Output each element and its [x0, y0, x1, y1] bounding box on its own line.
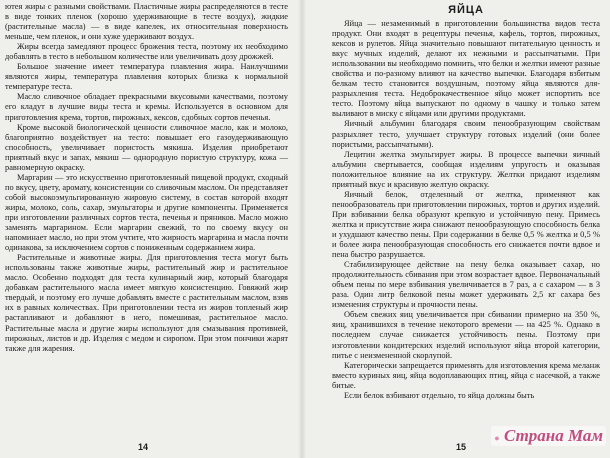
paragraph: Яичный альбумин благодаря своим пенообразующим свойствам разрыхляет тесто, улучшает структуру готовых изделий (они более пористыми, рассыпчатыми).	[332, 119, 600, 149]
paragraph: ютея жиры с разными свойствами. Пластичные жиры распределяются в тесте в виде тонких пленок (хорошо удерживающие в тесте воздух), жидкие (растительные масла) — в виде капелек, их относительная поверхность меньше, чем пленок, и они хуже удерживают воздух.	[5, 2, 288, 42]
paragraph: Категорически запрещается применять для изготовления крема меланж вместо куриных яиц, яйца водоплавающих птиц, яйца с насечкой, а также битые.	[332, 360, 600, 390]
paragraph: Кроме высокой биологической ценности сливочное масло, как и молоко, благоприятно воздействует на тесто: повышает его газоудерживающую способность, увеличивает пористость мякиша. Изделия приобретают приятный вкус и запах, мякиш — однородную пористую структуру, кожа — равномерную окраску.	[5, 122, 288, 172]
dot-icon: ●	[494, 433, 500, 443]
paragraph: Лецитин желтка эмульгирует жиры. В процессе выпечки яичный альбумин свертывается, сообщая изделиям упругость и оказывая положительное влияние на их структуру. Желтки придают изделиям приятный вкус и красивую желтую окраску.	[332, 149, 600, 189]
page-number: 15	[456, 442, 467, 452]
paragraph: Большое значение имеет температура плавления жира. Наилучшими являются жиры, температура плавления которых близка к нормальной температуре теста.	[5, 62, 288, 92]
site-watermark	[491, 426, 606, 446]
right-page	[304, 0, 610, 458]
paragraph: Масло сливочное обладает прекрасными вкусовыми качествами, поэтому его кладут в лучшие виды теста и кремы. Используется в основном для приготовления крема, тортов, пирожных, кексов, сдобных сортов печенья.	[5, 92, 288, 122]
paragraph: Жиры всегда замедляют процесс брожения теста, поэтому их необходимо добавлять в тесто в небольшом количестве или увеличивать дозу дрожжей.	[5, 42, 288, 62]
paragraph: Яичный белок, отделенный от желтка, применяют как пенообразователь при приготовлении пирожных, тортов и других изделий. При взбивании белка образуют крепкую и устойчивую пену. Примесь желтка и присутствие жира снижают пенообразующую способность белка и ухудшают качество пены. При содержании в белке 0,5 % желтка и 0,5 % и более жира пенообразующая способность его снижается почти вдвое и пена быстро разрушается.	[332, 189, 600, 260]
left-text-column	[5, 2, 288, 354]
paragraph: Растительные и животные жиры. Для приготовления теста могут быть использованы также животные жиры, растительный жир и растительное масло. Особенно подходят для теста кулинарный жир, который благодаря добавкам растительного масла имеет мягкую консистенцию. Говяжий жир твердый, и поэтому его лучше добавлять вместе с растительным маслом, взяв их в равных количествах. При приготовлении теста из жиров топленый жир растапливают и добавляют в него, помешивая, растительное масло. Растительные масла и другие жиры используют для смазывания противней, пирожных, листов и др. Изделия с медом и сиропом. При этом пончики жарят также для жарения.	[5, 253, 288, 353]
paragraph: Стабилизирующее действие на пену белка оказывает сахар, но продолжительность сбивания при этом возрастает вдвое. Первоначальный объем пены по мере взбивания увеличивается в 7 раз, а с сахаром — в 3 раза. Один литр белковой пены может удерживать 2,5 кг сахара без изменения структуры и прочности пены.	[332, 260, 600, 310]
left-page	[0, 0, 300, 458]
paragraph: Маргарин — это искусственно приготовленный пищевой продукт, сходный по вкусу, цвету, аромату, консистенции со сливочным маслом. Он представляет собой высокоэмульгированную жировую систему, в состав которой входят жиры, молоко, соль, сахар, эмульгаторы и другие компоненты. Применяется при изготовлении различных сортов теста, печенья и пряников. Масло можно заменять маргарином. Если маргарин свежий, то по своему вкусу он напоминает масло, но при этом учтите, что жирность маргарина и масла почти одинакова, за исключением сортов с пониженным содержанием жира.	[5, 172, 288, 253]
watermark-text: Страна Мам	[503, 426, 603, 445]
paragraph: Объем свежих яиц увеличивается при сбивании примерно на 350 %, яиц, хранившихся в течение некоторого времени — на 425 %. Однако в последнем случае снижается устойчивость пены. Поэтому при изготовлении кондитерских изделий используют яйца второй категории, питье с неизмененной скорлупой.	[332, 310, 600, 360]
page-number: 14	[138, 442, 149, 452]
paragraph: Если белок взбивают отдельно, то яйца должны быть	[344, 390, 535, 400]
section-heading: ЯЙЦА	[448, 4, 484, 16]
right-text-column	[332, 3, 600, 401]
paragraph: Яйца — незаменимый в приготовлении большинства видов теста продукт. Они входят в рецептуры печенья, кафель, тортов, пирожных, кексов и рулетов. Яйца значительно повышают питательную ценность и вкус мучных изделий, делают их нежными и рассыпчатыми. При использовании вы необходимо помнить, что белки и желтки имеют разные свойства и по-разному влияют на качество выпечки. Благодаря взбитым белкам тесто становится воздушным, поэтому яйца являются для-разрыхления теста. Недоброкачественное яйцо может испортить все тесто. Поэтому яйца выпускают по одному в чашку и только затем выливают в миску с яйцами или другими продуктами.	[332, 19, 600, 119]
